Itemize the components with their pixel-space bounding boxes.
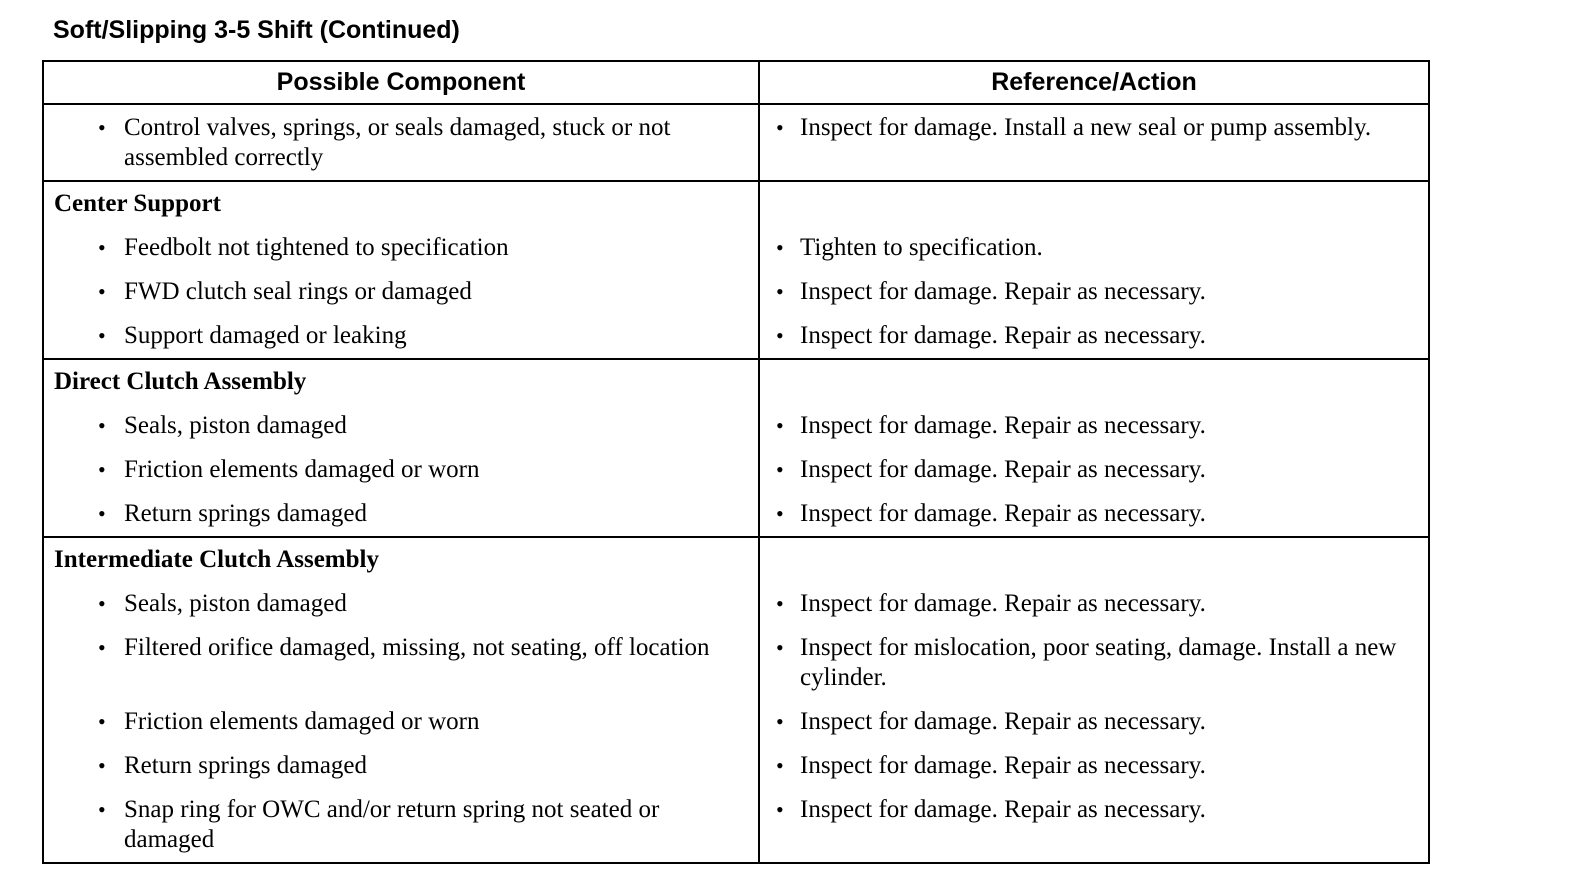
page-title: Soft/Slipping 3-5 Shift (Continued) bbox=[53, 16, 460, 44]
table-row bbox=[43, 492, 1429, 537]
column-header-component: Possible Component bbox=[43, 61, 759, 104]
bullet-text: • Friction elements damaged or worn bbox=[44, 707, 758, 737]
action-cell bbox=[759, 626, 1429, 700]
bullet-text: • FWD clutch seal rings or damaged bbox=[44, 277, 758, 307]
action-cell bbox=[759, 448, 1429, 492]
section-heading: Center Support bbox=[43, 181, 759, 226]
bullet-text: • Feedbolt not tightened to specification bbox=[44, 233, 758, 263]
table-row bbox=[43, 404, 1429, 448]
empty-cell bbox=[759, 537, 1429, 582]
section-heading: Intermediate Clutch Assembly bbox=[43, 537, 759, 582]
component-cell bbox=[43, 700, 759, 744]
bullet-text: • Inspect for damage. Repair as necessary. bbox=[760, 589, 1428, 619]
bullet-text: • Return springs damaged bbox=[44, 499, 758, 529]
table-row bbox=[43, 582, 1429, 626]
bullet-text: • Inspect for damage. Repair as necessary. bbox=[760, 499, 1428, 529]
component-cell bbox=[43, 492, 759, 537]
bullet-text: • Inspect for damage. Repair as necessary. bbox=[760, 707, 1428, 737]
bullet-text: • Inspect for damage. Repair as necessary. bbox=[760, 455, 1428, 485]
bullet-text: • Seals, piston damaged bbox=[44, 411, 758, 441]
table-row bbox=[43, 448, 1429, 492]
table-row bbox=[43, 788, 1429, 863]
section-header-row bbox=[43, 537, 1429, 582]
section-heading: Direct Clutch Assembly bbox=[43, 359, 759, 404]
component-cell bbox=[43, 744, 759, 788]
component-cell bbox=[43, 626, 759, 700]
action-cell bbox=[759, 582, 1429, 626]
empty-cell bbox=[759, 359, 1429, 404]
component-cell bbox=[43, 226, 759, 270]
table-row bbox=[43, 700, 1429, 744]
component-cell bbox=[43, 314, 759, 359]
section-header-row bbox=[43, 181, 1429, 226]
bullet-text: • Inspect for damage. Repair as necessary. bbox=[760, 277, 1428, 307]
empty-cell bbox=[759, 181, 1429, 226]
component-cell bbox=[43, 104, 759, 181]
action-cell bbox=[759, 270, 1429, 314]
action-cell bbox=[759, 492, 1429, 537]
diagnosis-table bbox=[42, 60, 1430, 864]
action-cell bbox=[759, 314, 1429, 359]
bullet-text: • Friction elements damaged or worn bbox=[44, 455, 758, 485]
component-cell bbox=[43, 788, 759, 863]
table-row bbox=[43, 104, 1429, 181]
component-cell bbox=[43, 404, 759, 448]
table-row bbox=[43, 626, 1429, 700]
component-cell bbox=[43, 448, 759, 492]
bullet-text: • Inspect for damage. Repair as necessary. bbox=[760, 321, 1428, 351]
bullet-text: • Inspect for damage. Repair as necessary. bbox=[760, 795, 1428, 825]
component-cell bbox=[43, 270, 759, 314]
table-row bbox=[43, 744, 1429, 788]
section-header-row bbox=[43, 359, 1429, 404]
action-cell bbox=[759, 744, 1429, 788]
action-cell bbox=[759, 404, 1429, 448]
bullet-text: • Seals, piston damaged bbox=[44, 589, 758, 619]
bullet-text: • Tighten to specification. bbox=[760, 233, 1428, 263]
bullet-text: • Support damaged or leaking bbox=[44, 321, 758, 351]
table-row bbox=[43, 314, 1429, 359]
bullet-text: • Return springs damaged bbox=[44, 751, 758, 781]
bullet-text: • Inspect for damage. Install a new seal or pump assembly. bbox=[760, 113, 1428, 143]
bullet-text: • Snap ring for OWC and/or return spring not seated or damaged bbox=[44, 795, 758, 855]
bullet-text: • Filtered orifice damaged, missing, not seating, off location bbox=[44, 633, 758, 663]
component-cell bbox=[43, 582, 759, 626]
table-row bbox=[43, 270, 1429, 314]
table-row bbox=[43, 226, 1429, 270]
action-cell bbox=[759, 104, 1429, 181]
action-cell bbox=[759, 700, 1429, 744]
bullet-text: • Control valves, springs, or seals damaged, stuck or not assembled correctly bbox=[44, 113, 758, 173]
action-cell bbox=[759, 788, 1429, 863]
bullet-text: • Inspect for damage. Repair as necessary. bbox=[760, 411, 1428, 441]
bullet-text: • Inspect for mislocation, poor seating, damage. Install a new cylinder. bbox=[760, 633, 1428, 693]
action-cell bbox=[759, 226, 1429, 270]
column-header-action: Reference/Action bbox=[759, 61, 1429, 104]
table-header-row bbox=[43, 61, 1429, 104]
bullet-text: • Inspect for damage. Repair as necessary. bbox=[760, 751, 1428, 781]
